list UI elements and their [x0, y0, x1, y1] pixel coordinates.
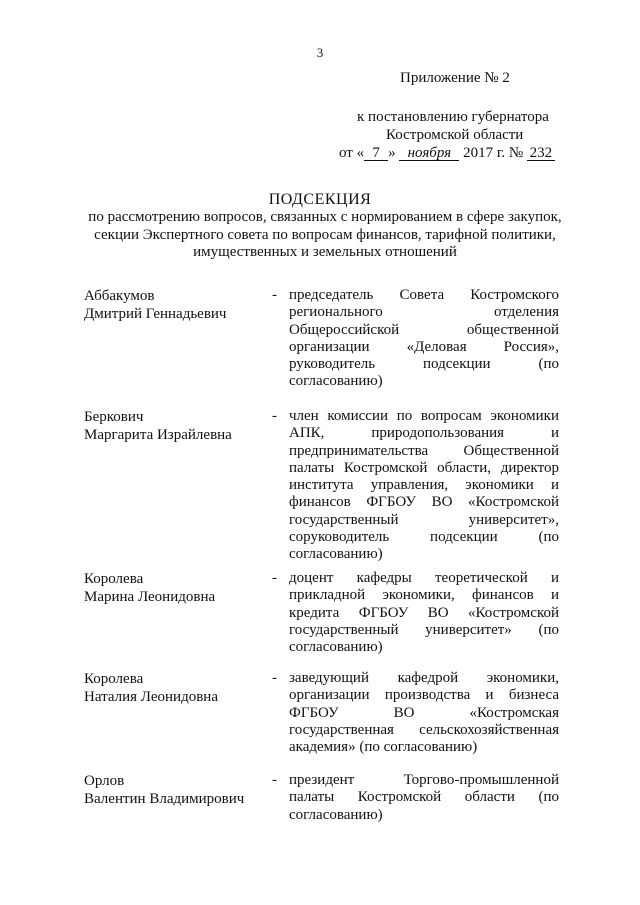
decree-number: 232 — [527, 146, 555, 161]
decree-date-mid: » — [388, 145, 396, 161]
dash-separator: - — [272, 772, 277, 788]
member-name — [84, 287, 264, 323]
dash-separator: - — [272, 570, 277, 586]
member-name — [84, 772, 264, 808]
decree-year: 2017 г. № — [463, 145, 524, 161]
member-surname: Аббакумов — [84, 288, 155, 304]
page-number: 3 — [316, 45, 324, 60]
decree-date-line — [339, 145, 555, 162]
member-role: заведующий кафедрой экономики, организации производства и бизнеса ФГБОУ ВО «Костромская государственная сельскохозяйственная академия» (по согласованию) — [289, 670, 559, 756]
dash-separator: - — [272, 408, 277, 424]
member-given-names: Марина Леонидовна — [84, 589, 216, 605]
member-name — [84, 670, 264, 706]
member-given-names: Дмитрий Геннадьевич — [84, 306, 227, 322]
decree-month: ноября — [399, 146, 459, 161]
decree-date-prefix: от « — [339, 145, 365, 161]
member-given-names: Наталия Леонидовна — [84, 689, 218, 705]
member-surname: Орлов — [84, 773, 125, 789]
dash-separator: - — [272, 287, 277, 303]
member-role: председатель Совета Костромского регионального отделения Общероссийской общественной организации «Деловая Россия», руководитель подсекции (по согласованию) — [289, 287, 559, 390]
member-given-names: Валентин Владимирович — [84, 791, 245, 807]
member-surname: Беркович — [84, 409, 144, 425]
dash-separator: - — [272, 670, 277, 686]
member-surname: Королева — [84, 571, 144, 587]
decree-day: 7 — [364, 146, 388, 161]
section-heading: ПОДСЕКЦИЯ — [268, 191, 372, 208]
appendix-label: Приложение № 2 — [400, 70, 510, 86]
member-name — [84, 408, 264, 444]
decree-line-1: к постановлению губернатора — [357, 109, 549, 125]
decree-line-2: Костромской области — [386, 127, 524, 143]
member-name — [84, 570, 264, 606]
member-surname: Королева — [84, 671, 144, 687]
section-subtitle: по рассмотрению вопросов, связанных с нормированием в сфере закупок, секции Экспертного совета по вопросам финансов, тарифной политики, имущественных и земельных отношений — [88, 209, 562, 260]
member-role: президент Торгово-промышленной палаты Костромской области (по согласованию) — [289, 772, 559, 823]
member-role: член комиссии по вопросам экономики АПК, природопользования и предпринимательства Общественной палаты Костромской области, директор института управления, экономики и финансов ФГБОУ ВО «Костромской государственный университет», соруководитель подсекции (по согласованию) — [289, 408, 559, 563]
member-given-names: Маргарита Израйлевна — [84, 427, 232, 443]
member-role: доцент кафедры теоретической и прикладной экономики, финансов и кредита ФГБОУ ВО «Костромской государственный университет» (по согласованию) — [289, 570, 559, 656]
